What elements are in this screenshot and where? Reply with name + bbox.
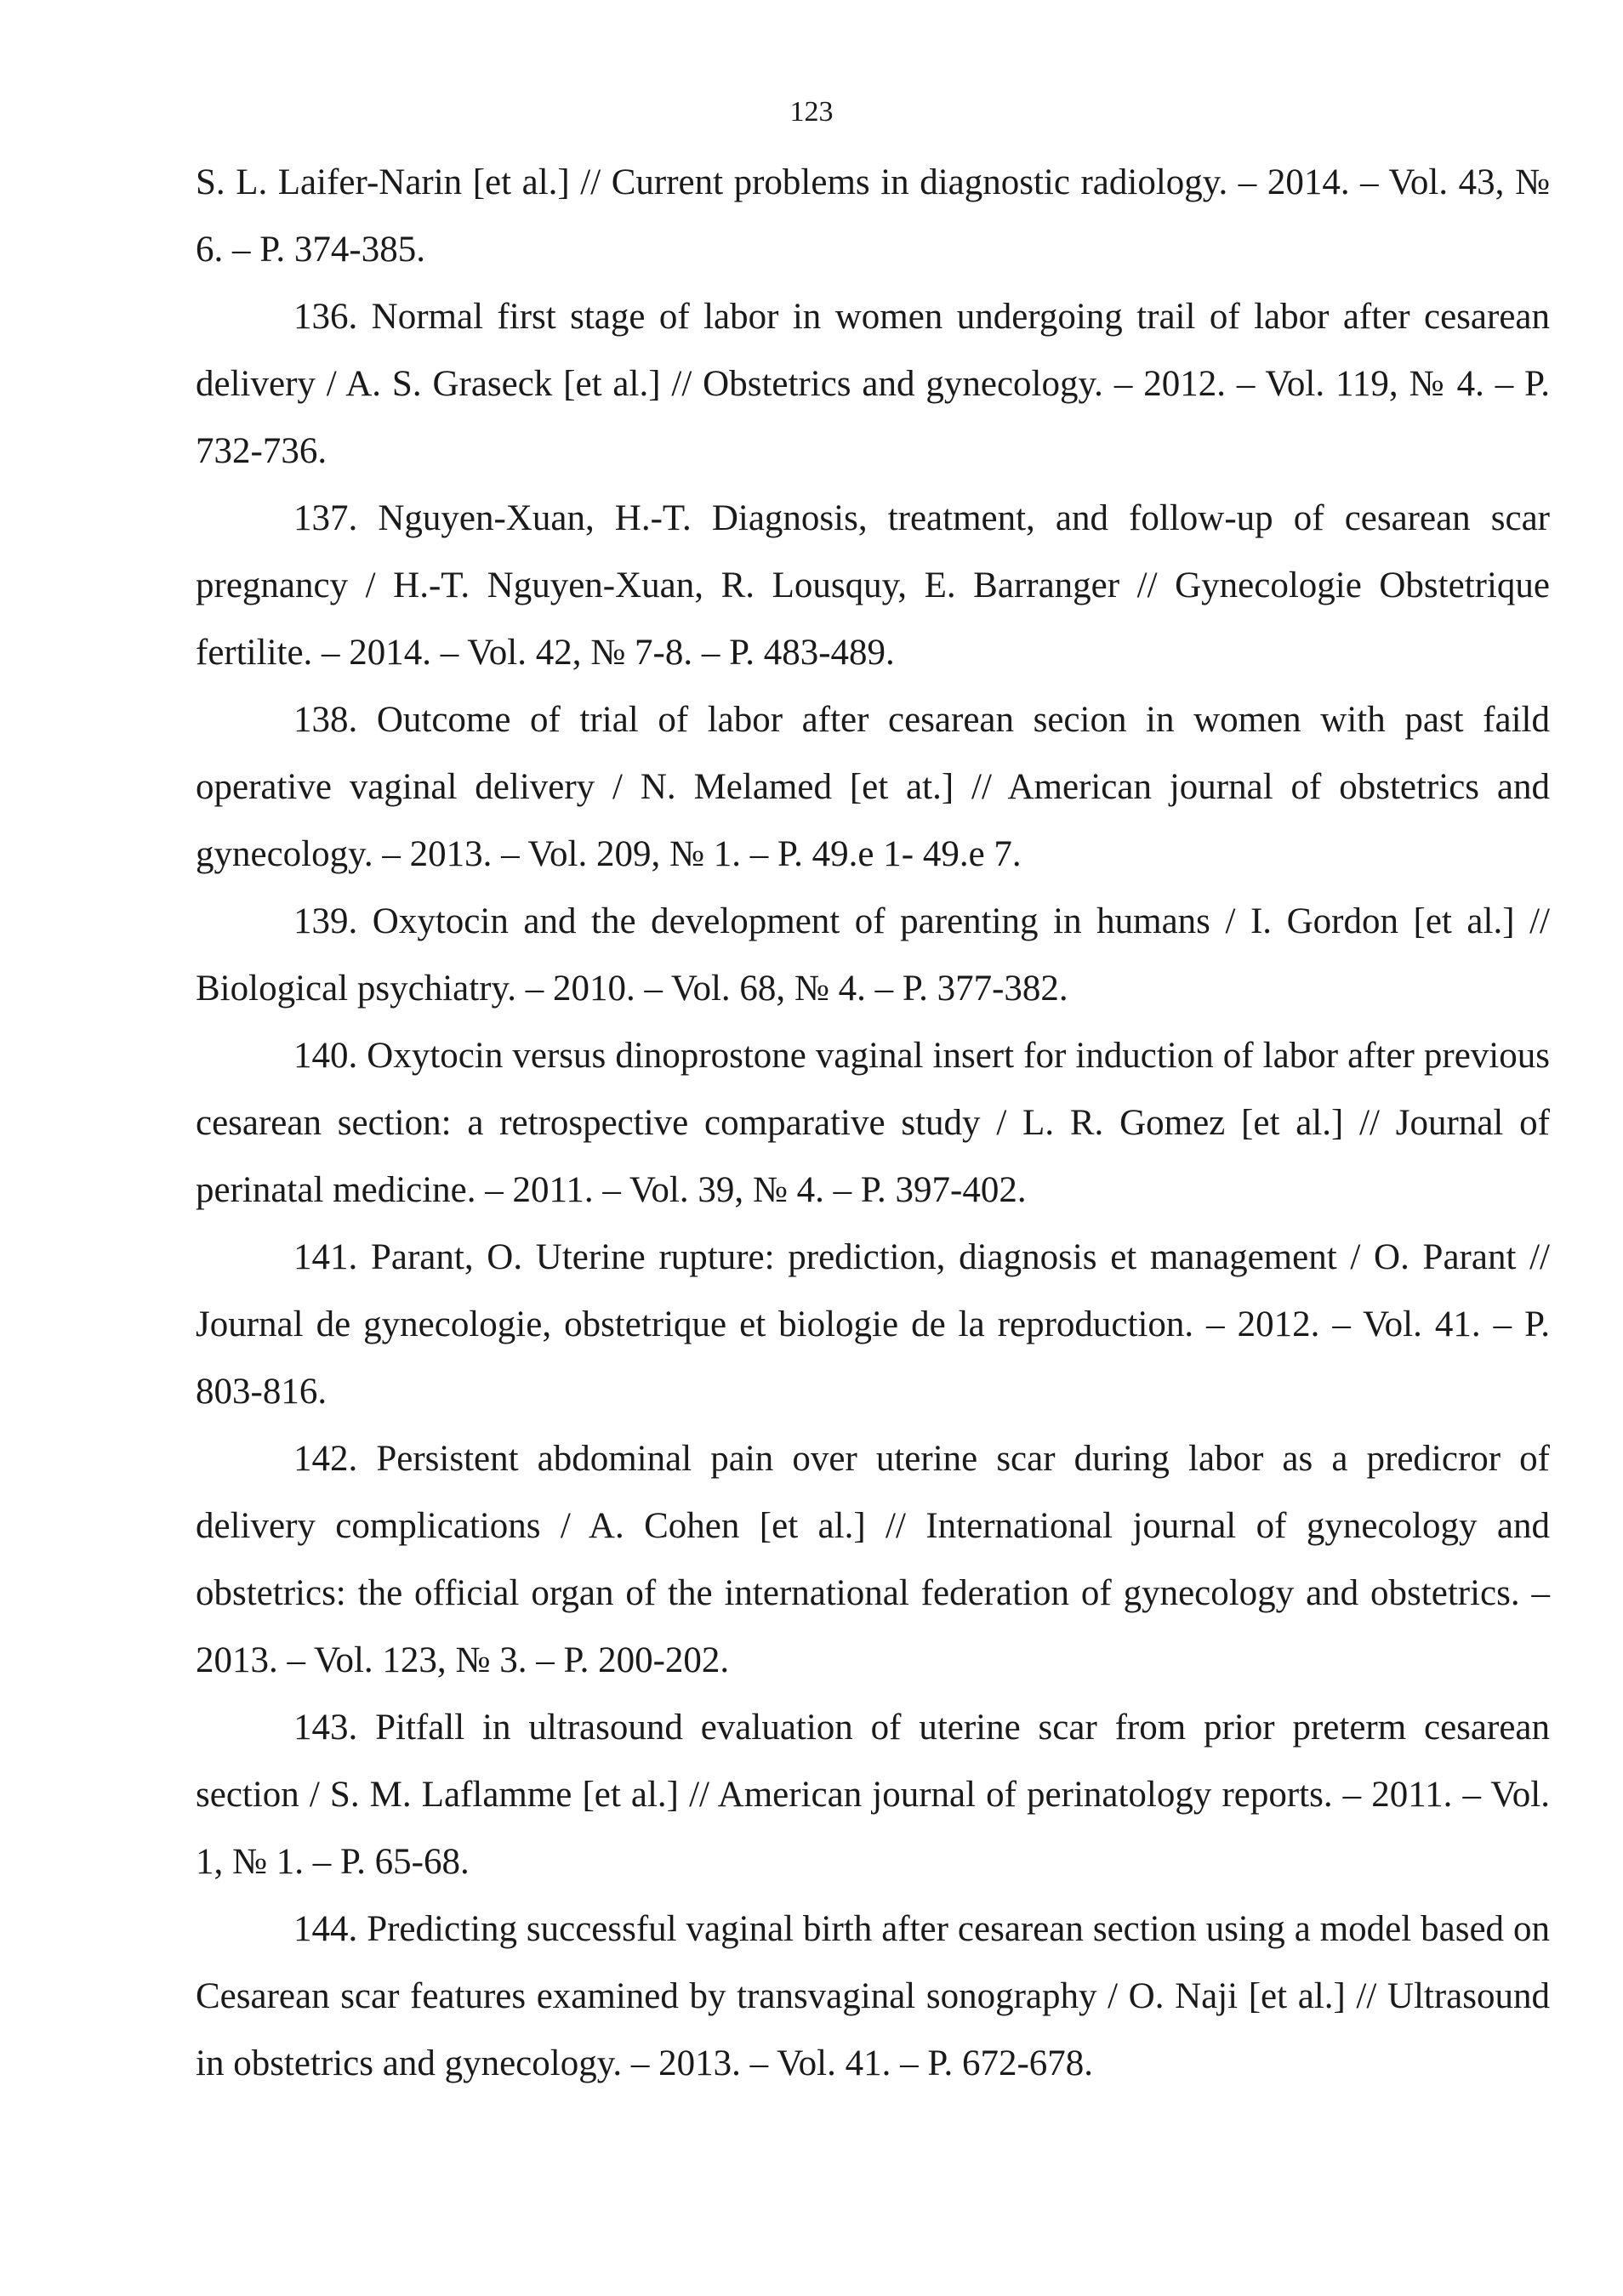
reference-item: 137. Nguyen-Xuan, H.-T. Diagnosis, treatment, and follow-up of cesarean scar pregnancy / H.-T. Nguyen-Xuan, R. Lousquy, E. Barranger // Gynecologie Obstetrique fertilite. – 2014. – Vol. 42, № 7-8. – P. 483-489. [196,498,1550,673]
page-number: 123 [789,96,834,128]
reference-list [196,149,1550,2097]
reference-item: 139. Oxytocin and the development of parenting in humans / I. Gordon [et al.] // Biological psychiatry. – 2010. – Vol. 68, № 4. – P. 377-382. [196,901,1550,1009]
reference-item: 142. Persistent abdominal pain over uterine scar during labor as a predicror of delivery complications / A. Cohen [et al.] // International journal of gynecology and obstetrics: the official organ of the international federation of gynecology and obstetrics. – 2013. – Vol. 123, № 3. – P. 200-202. [196,1439,1550,1680]
reference-item: 143. Pitfall in ultrasound evaluation of uterine scar from prior preterm cesarean section / S. M. Laflamme [et al.] // American journal of perinatology reports. – 2011. – Vol. 1, № 1. – P. 65-68. [196,1708,1550,1882]
reference-item: 141. Parant, O. Uterine rupture: prediction, diagnosis et management / O. Parant // Journal de gynecologie, obstetrique et biologie de la reproduction. – 2012. – Vol. 41. – P. 803-816. [196,1237,1550,1412]
reference-item: 138. Outcome of trial of labor after cesarean secion in women with past faild operative vaginal delivery / N. Melamed [et at.] // American journal of obstetrics and gynecology. – 2013. – Vol. 209, № 1. – P. 49.e 1- 49.e 7. [196,700,1550,874]
reference-continuation: S. L. Laifer-Narin [et al.] // Current problems in diagnostic radiology. – 2014. – Vol. 43, № 6. – P. 374-385. [196,162,1550,270]
reference-item: 140. Oxytocin versus dinoprostone vaginal insert for induction of labor after previous cesarean section: a retrospective comparative study / L. R. Gomez [et al.] // Journal of perinatal medicine. – 2011. – Vol. 39, № 4. – P. 397-402. [196,1036,1550,1210]
reference-item: 144. Predicting successful vaginal birth after cesarean section using a model based on Cesarean scar features examined by transvaginal sonography / O. Naji [et al.] // Ultrasound in obstetrics and gynecology. – 2013. – Vol. 41. – P. 672-678. [196,1909,1550,2083]
reference-item: 136. Normal first stage of labor in women undergoing trail of labor after cesarean delivery / A. S. Graseck [et al.] // Obstetrics and gynecology. – 2012. – Vol. 119, № 4. – P. 732-736. [196,297,1550,471]
